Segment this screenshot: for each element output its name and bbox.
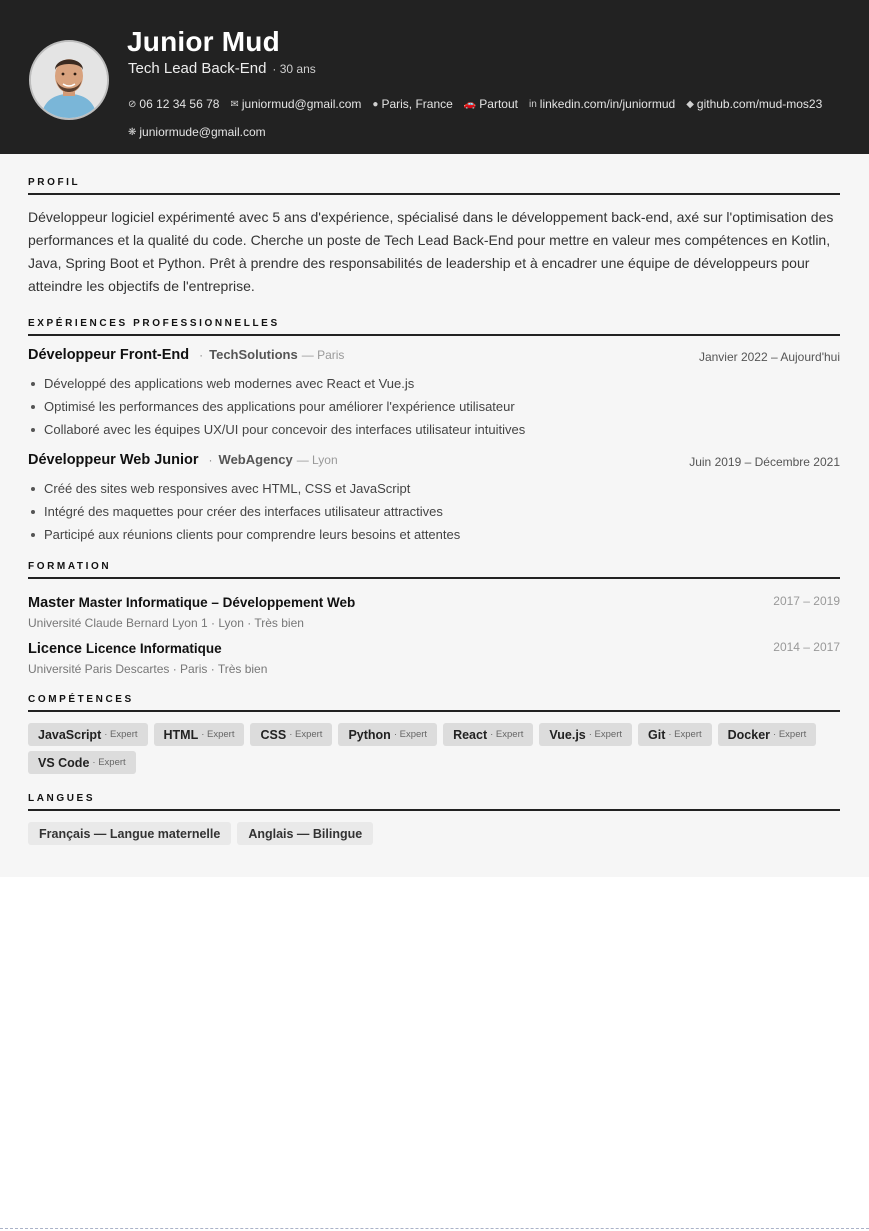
job-city: — Paris <box>301 348 345 362</box>
skill-level: · Expert <box>393 729 428 740</box>
education-title <box>28 592 840 613</box>
job-city: — Lyon <box>296 453 338 467</box>
experience-section <box>28 318 840 546</box>
language-tag-list <box>28 822 840 845</box>
languages-section <box>28 793 840 845</box>
job-bullet: Optimisé les performances des applications pour améliorer l'expérience utilisateur <box>44 395 840 418</box>
skill-name: Docker <box>727 727 771 742</box>
contact-list <box>128 90 848 146</box>
page-break-line <box>0 1228 869 1229</box>
language-tag: Français — Langue maternelle <box>28 822 231 845</box>
education-section <box>28 561 840 684</box>
skill-name: React <box>453 727 488 742</box>
profile-photo <box>29 40 109 120</box>
contact-item[interactable] <box>464 97 518 111</box>
skill-level: · Expert <box>92 757 126 768</box>
profile-summary: Développeur logiciel expérimenté avec 5 ans d'expérience, spécialisé dans le développement back-end, axé sur l'optimisation des performances et la qualité du code. Cherche un poste de Tech Lead Back-End pour mettre en valeur mes compétences en Kotlin, Java, Spring Boot et Python. Prêt à prendre des responsabilités de leadership et à encadrer une équipe de développeurs pour atteindre les objectifs de l'entreprise. <box>28 209 834 294</box>
job-dates: Janvier 2022 – Aujourd'hui <box>698 350 840 364</box>
contact-item[interactable] <box>128 125 266 139</box>
job-title: Développeur Web Junior <box>28 452 199 468</box>
contact-item[interactable] <box>686 97 822 111</box>
skill-tag <box>718 723 817 746</box>
section-heading: LANGUES <box>28 793 840 811</box>
separator-dot: · <box>199 348 204 362</box>
skill-tag <box>338 723 437 746</box>
school-info: Université Paris Descartes · Paris · Très bien <box>28 662 268 676</box>
education-dates: 2014 – 2017 <box>773 640 840 654</box>
section-heading: FORMATION <box>28 561 840 579</box>
job-entry <box>28 347 840 441</box>
skill-level: · Expert <box>104 729 138 740</box>
contact-item[interactable] <box>128 97 219 111</box>
school-info: Université Claude Bernard Lyon 1 · Lyon · Très bien <box>28 616 304 630</box>
contact-text: Partout <box>479 97 518 111</box>
skill-name: CSS <box>260 727 287 742</box>
degree-level: Master <box>28 595 75 611</box>
skill-level: · Expert <box>289 729 323 740</box>
contact-text: juniormud@gmail.com <box>241 97 362 111</box>
language-tag: Anglais — Bilingue <box>237 822 373 845</box>
contact-row <box>128 118 848 146</box>
job-bullet: Participé aux réunions clients pour comprendre leurs besoins et attentes <box>44 523 840 546</box>
skill-name: VS Code <box>38 755 90 770</box>
degree-name: Master Informatique – Développement Web <box>78 595 356 610</box>
skill-name: Vue.js <box>549 727 586 742</box>
github-icon: ◆ <box>686 98 694 110</box>
separator-dot: · <box>208 453 213 467</box>
skill-level: · Expert <box>773 729 807 740</box>
skill-tag <box>638 723 712 746</box>
skill-level: · Expert <box>201 729 235 740</box>
contact-item[interactable] <box>230 97 361 111</box>
job-title: Développeur Front-End <box>28 347 190 363</box>
contact-item[interactable] <box>529 97 675 111</box>
avatar-illustration <box>31 42 107 118</box>
section-heading: PROFIL <box>28 177 840 195</box>
education-entry <box>28 592 840 638</box>
candidate-title: Tech Lead Back-End <box>128 60 267 77</box>
skill-level: · Expert <box>490 729 524 740</box>
contact-text: linkedin.com/in/juniormud <box>539 97 676 111</box>
degree-level: Licence <box>28 641 82 657</box>
skill-tag <box>28 751 136 774</box>
contact-row <box>128 90 848 118</box>
education-title <box>28 638 840 659</box>
job-bullet: Intégré des maquettes pour créer des interfaces utilisateur attractives <box>44 500 840 523</box>
skill-tag <box>28 723 148 746</box>
skill-tag <box>443 723 533 746</box>
email-icon: ✉ <box>230 98 239 110</box>
skill-name: HTML <box>163 727 199 742</box>
car-icon: 🚗 <box>463 98 477 110</box>
asterisk-icon: ❋ <box>128 126 137 138</box>
contact-text: github.com/mud-mos23 <box>696 97 823 111</box>
education-entry <box>28 638 840 684</box>
job-list <box>28 347 840 546</box>
skill-tag <box>539 723 632 746</box>
job-company: TechSolutions <box>209 347 298 362</box>
contact-text: 06 12 34 56 78 <box>139 97 220 111</box>
phone-icon: ⊘ <box>128 98 137 110</box>
location-icon: ● <box>372 98 379 110</box>
skill-tag-list <box>28 723 840 779</box>
cv-header <box>0 0 869 154</box>
job-dates: Juin 2019 – Décembre 2021 <box>689 455 840 469</box>
contact-text: Paris, France <box>381 97 453 111</box>
skill-name: Python <box>348 727 391 742</box>
contact-text: juniormude@gmail.com <box>139 125 266 139</box>
section-heading: COMPÉTENCES <box>28 694 840 712</box>
job-bullet: Développé des applications web modernes avec React et Vue.js <box>44 372 840 395</box>
degree-name: Licence Informatique <box>85 641 222 656</box>
contact-item[interactable] <box>372 97 452 111</box>
job-company: WebAgency <box>218 452 293 467</box>
skill-level: · Expert <box>668 729 702 740</box>
education-dates: 2017 – 2019 <box>773 594 840 608</box>
skills-section <box>28 694 840 779</box>
profile-section <box>28 177 840 298</box>
job-bullet: Collaboré avec les équipes UX/UI pour concevoir des interfaces utilisateur intuitives <box>44 418 840 441</box>
candidate-name: Junior Mud <box>127 26 280 57</box>
job-title-line <box>128 60 316 77</box>
job-bullet: Créé des sites web responsives avec HTML, CSS et JavaScript <box>44 477 840 500</box>
job-bullets <box>28 372 840 441</box>
skill-tag <box>250 723 332 746</box>
skill-level: · Expert <box>588 729 623 740</box>
job-bullets <box>28 477 840 546</box>
skill-name: Git <box>648 727 666 742</box>
section-heading: EXPÉRIENCES PROFESSIONNELLES <box>28 318 840 336</box>
linkedin-icon: in <box>528 98 537 110</box>
education-list <box>28 592 840 684</box>
skill-tag <box>154 723 245 746</box>
job-entry <box>28 452 840 546</box>
candidate-age: · 30 ans <box>272 62 316 76</box>
skill-name: JavaScript <box>38 727 102 742</box>
